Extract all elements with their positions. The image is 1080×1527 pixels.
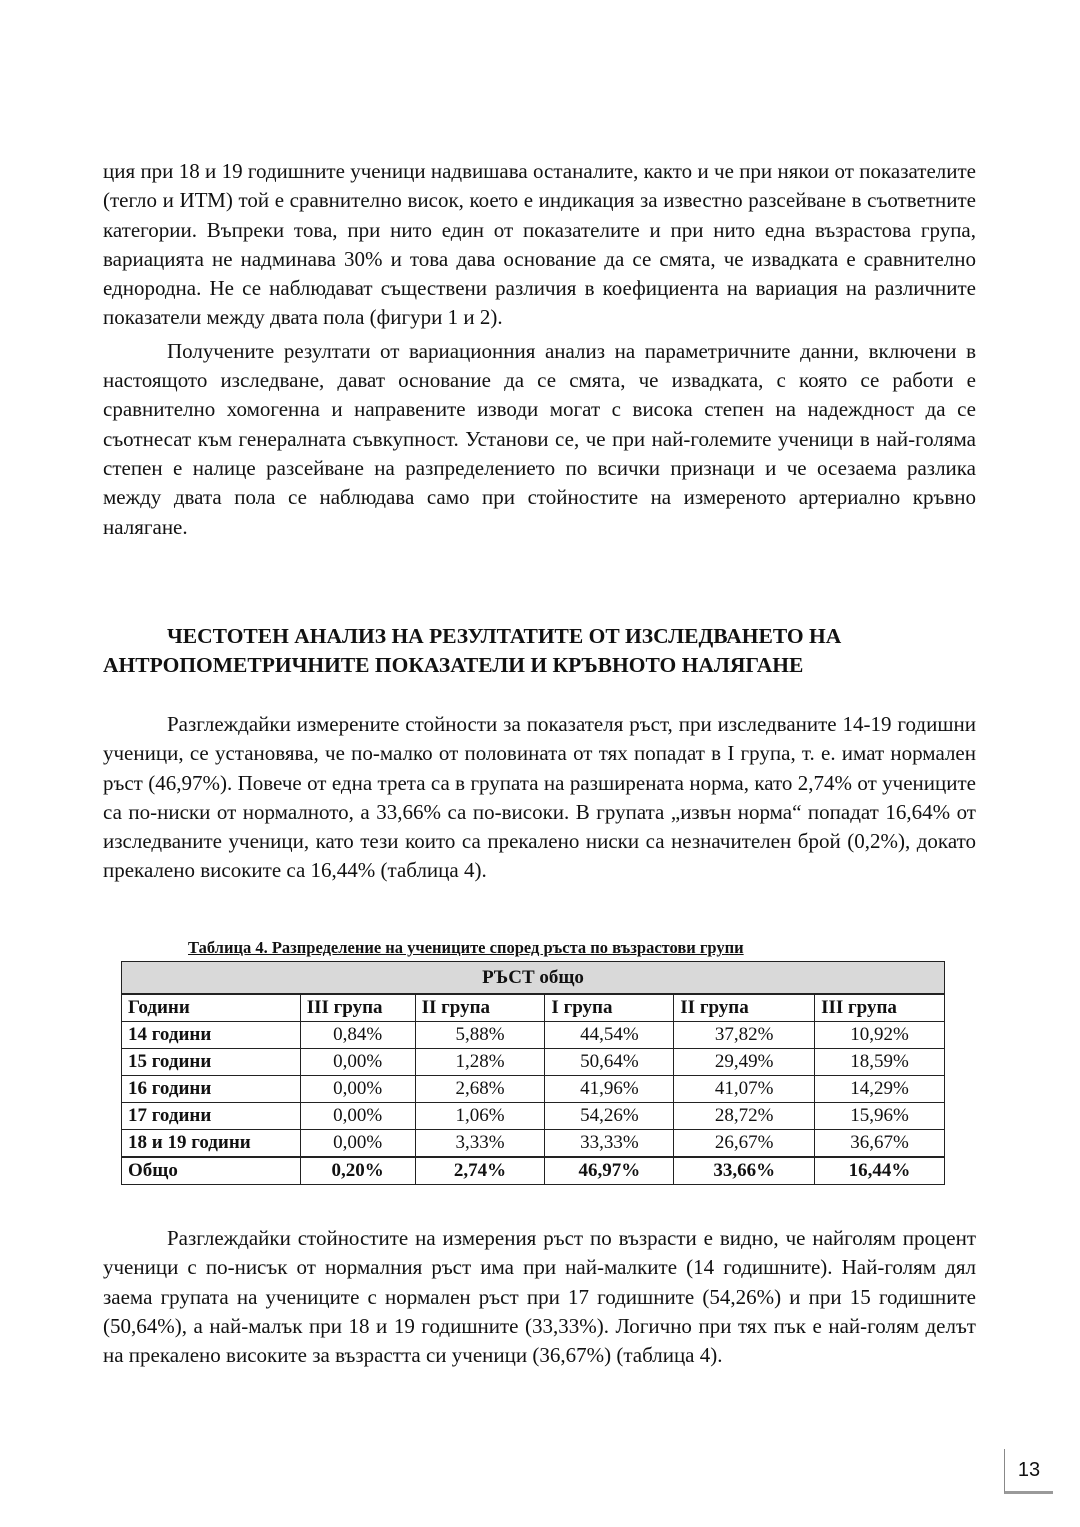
table-cell: 36,67% (815, 1130, 945, 1158)
table-cell: 2,74% (415, 1157, 545, 1185)
table-cell: 1,28% (415, 1049, 545, 1076)
table-cell: 41,96% (545, 1076, 674, 1103)
column-header: III група (300, 994, 415, 1022)
table-row (122, 1076, 945, 1103)
column-header: Години (122, 994, 301, 1022)
section-heading-line-2: АНТРОПОМЕТРИЧНИТЕ ПОКАЗАТЕЛИ И КРЪВНОТО НАЛЯГАНЕ (103, 653, 804, 677)
table-cell: 54,26% (545, 1103, 674, 1130)
table-cell: 10,92% (815, 1022, 945, 1049)
paragraph-age-comparison: Разглеждайки стойностите на измерения ръст по възрасти е видно, че найголям процент ученици с по-нисък от нормалния ръст има при най-малките (14 годишните). Най-голям дял заема групата на учениците с нормален ръст при 17 годишните (54,26%) и при 15 годишните (50,64%), а най-малък при 18 и 19 годишните (33,33%). Логично при тях пък е най-голям делът на прекалено високите за възрастта си ученици (36,67%) (таблица 4). (103, 1226, 976, 1368)
table-title-row (122, 962, 945, 995)
column-header: II група (415, 994, 545, 1022)
table-row (122, 1022, 945, 1049)
paragraph-height-analysis: Разглеждайки измерените стойности за показателя ръст, при изследваните 14-19 годишни ученици, се установява, че по-малко от половината от тях попадат в I група, т. е. имат нормален ръст (46,97%). Повече от една трета са в групата на разширената норма, като 2,74% от учениците са по-ниски от нормалното, а 33,66% са по-високи. В групата „извън норма“ попадат 16,64% от изследваните ученици, като тези които са прекалено ниски са незначителен брой (0,2%), докато прекалено високите са 16,44% (таблица 4). (103, 712, 976, 883)
column-header: II група (674, 994, 815, 1022)
table-cell: 28,72% (674, 1103, 815, 1130)
column-header: III група (815, 994, 945, 1022)
table-cell: 16,44% (815, 1157, 945, 1185)
table-cell: 1,06% (415, 1103, 545, 1130)
table-row (122, 1157, 945, 1185)
table-cell: 15,96% (815, 1103, 945, 1130)
table-cell: 26,67% (674, 1130, 815, 1158)
table-cell: 0,00% (300, 1130, 415, 1158)
table-cell: 2,68% (415, 1076, 545, 1103)
conclusion-text (103, 1224, 976, 1370)
column-header: I група (545, 994, 674, 1022)
table-row (122, 1049, 945, 1076)
intro-text (103, 157, 976, 542)
table-cell: 0,84% (300, 1022, 415, 1049)
table-cell: 41,07% (674, 1076, 815, 1103)
paragraph-variation-summary: Получените резултати от вариационния анализ на параметричните данни, включени в настоящото изследване, дават основание да се смята, че извадката, с която се работи е сравнително хомогенна и направените изводи могат с висока степен на надеждност да се съотнесат към генералната съвкупност. Установи се, че при най-големите ученици в най-голяма степен е налице разсейване на разпределението по всички признаци и че осезаема разлика между двата пола се наблюдава само при стойностите на измереното артериално кръвно налягане. (103, 338, 976, 539)
table-row (122, 1103, 945, 1130)
table-cell: 0,00% (300, 1103, 415, 1130)
paragraph-continuation: ция при 18 и 19 годишните ученици надвишава останалите, както и че при някои от показателите (тегло и ИТМ) той е сравнително висок, което е индикация за известно разсейване в съответните категории. Въпреки това, при нито един от показателите и при нито една възрастова група, вариацията не надминава 30% и това дава основание да се смята, че извадката е сравнително еднородна. Не се наблюдават съществени различия в коефициента на вариация на различните показатели между двата пола (фигури 1 и 2). (103, 159, 976, 330)
table-cell: 3,33% (415, 1130, 545, 1158)
table-header-row (122, 994, 945, 1022)
height-analysis-text (103, 710, 976, 886)
section-heading (103, 622, 976, 680)
table-cell: 33,33% (545, 1130, 674, 1158)
page-number: 13 (1004, 1449, 1053, 1494)
table-cell: 0,00% (300, 1076, 415, 1103)
table-cell: 29,49% (674, 1049, 815, 1076)
table-caption: Таблица 4. Разпределение на учениците според ръста по възрастови групи (188, 938, 744, 957)
row-label: 16 години (122, 1076, 301, 1103)
table-cell: 44,54% (545, 1022, 674, 1049)
row-label: 14 години (122, 1022, 301, 1049)
table-cell: 46,97% (545, 1157, 674, 1185)
table-cell: 0,20% (300, 1157, 415, 1185)
table-cell: 18,59% (815, 1049, 945, 1076)
section-heading-line-1: ЧЕСТОТЕН АНАЛИЗ НА РЕЗУЛТАТИТЕ ОТ ИЗСЛЕДВАНЕТО НА (167, 624, 842, 648)
height-distribution-table (121, 961, 945, 1185)
table-cell: 33,66% (674, 1157, 815, 1185)
table-cell: 5,88% (415, 1022, 545, 1049)
row-label: 15 години (122, 1049, 301, 1076)
table-title: РЪСТ общо (122, 962, 945, 995)
table-row (122, 1130, 945, 1158)
table-cell: 0,00% (300, 1049, 415, 1076)
row-label: 17 години (122, 1103, 301, 1130)
row-label: Общо (122, 1157, 301, 1185)
table-cell: 50,64% (545, 1049, 674, 1076)
table-cell: 14,29% (815, 1076, 945, 1103)
row-label: 18 и 19 години (122, 1130, 301, 1158)
table-cell: 37,82% (674, 1022, 815, 1049)
